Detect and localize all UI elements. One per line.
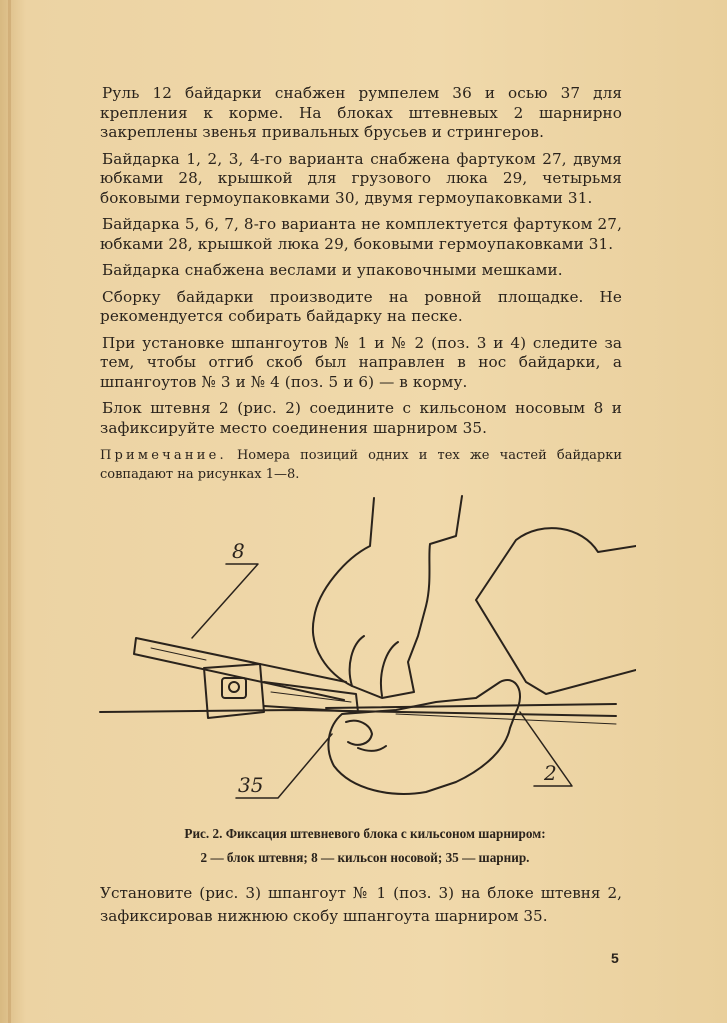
paragraph-rudder: Руль 12 байдарки снабжен румпелем 36 и осью 37 для крепления к корме. На блоках штевневых 2 шарнирно закреплены звенья привальных брусьев и стрингеров.: [100, 84, 622, 141]
note-text: Номера позиций одних и тех же частей байдарки совпадают на рисунках 1—8.: [100, 448, 622, 482]
figure-label-35: 35: [238, 773, 264, 797]
page-fold: [8, 0, 11, 1023]
note: [100, 446, 622, 484]
main-text: [100, 84, 622, 484]
figure-label-8: 8: [232, 539, 245, 563]
upper-hand: [313, 496, 462, 698]
paragraph-assembly-site: Сборку байдарки производите на ровной площадке. Не рекомендуется собирать байдарку на песке.: [100, 287, 622, 325]
figure-caption: [100, 822, 630, 870]
paragraph-frames: При установке шпангоутов № 1 и № 2 (поз. 3 и 4) следите за тем, чтобы отгиб скоб был направлен в нос байдарки, а шпангоутов № 3 и № 4 (поз. 5 и 6) — в корму.: [100, 333, 622, 391]
caption-title: Рис. 2. Фиксация штевневого блока с кильсоном шарниром:: [184, 826, 546, 841]
sleeve: [476, 528, 636, 694]
figure-drawing: [96, 486, 636, 816]
caption-legend: 2 — блок штевня; 8 — кильсон носовой; 35 — шарнир.: [200, 850, 530, 865]
figure-label-2: 2: [544, 761, 557, 785]
page-number: 5: [611, 950, 619, 966]
paragraph-variant-1-4: Байдарка 1, 2, 3, 4-го варианта снабжена фартуком 27, двумя юбками 28, крышкой для грузового люка 29, четырьмя боковыми гермоупаковками 30, двумя гермоупаковками 31.: [100, 149, 622, 207]
note-label: Примечание.: [100, 448, 227, 463]
paragraph-frame-install: Установите (рис. 3) шпангоут № 1 (поз. 3) на блоке штевня 2, зафиксировав нижнюю скобу шпангоута шарниром 35.: [100, 884, 622, 925]
paragraph-oars: Байдарка снабжена веслами и упаковочными мешками.: [102, 261, 563, 279]
keelson-rod: [134, 638, 346, 700]
paragraph-variant-5-8: Байдарка 5, 6, 7, 8-го варианта не комплектуется фартуком 27, юбками 28, крышкой люка 29, боковыми гермоупаковками 31.: [100, 215, 622, 253]
figure-2-illustration: [96, 486, 636, 816]
paragraph-stem-block: Блок штевня 2 (рис. 2) соедините с кильсоном носовым 8 и зафиксируйте место соединения шарниром 35.: [100, 399, 622, 437]
